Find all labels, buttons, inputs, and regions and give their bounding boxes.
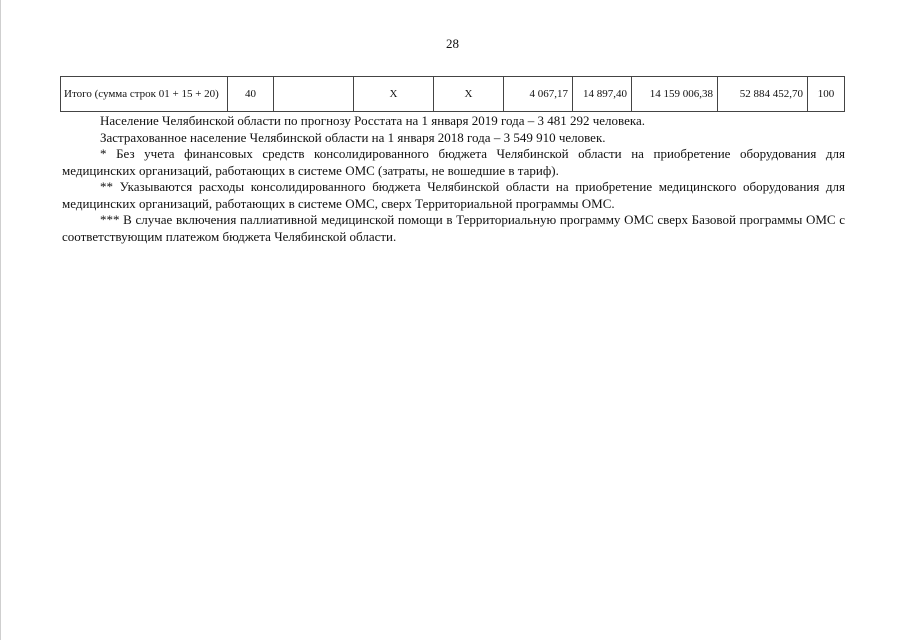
percent-cell: 100 bbox=[808, 77, 845, 112]
x-cell-2: Х bbox=[434, 77, 504, 112]
footnote-single-star: * Без учета финансовых средств консолидированного бюджета Челябинской области на приобретение оборудования для медицинских организаций, работающих в системе ОМС (затраты, не вошедшие в тариф). bbox=[62, 146, 845, 178]
population-forecast-note: Население Челябинской области по прогнозу Росстата на 1 января 2019 года – 3 481 292 человека. bbox=[100, 113, 645, 128]
empty-cell bbox=[274, 77, 354, 112]
insured-population-note: Застрахованное население Челябинской области на 1 января 2018 года – 3 549 910 человек. bbox=[100, 129, 606, 145]
value-cell-2: 14 897,40 bbox=[573, 77, 632, 112]
x-cell-1: Х bbox=[354, 77, 434, 112]
table-row bbox=[61, 77, 845, 112]
footnotes bbox=[62, 113, 845, 245]
value-cell-3: 14 159 006,38 bbox=[632, 77, 718, 112]
page-number: 28 bbox=[446, 36, 459, 51]
total-label-cell: Итого (сумма строк 01 + 15 + 20) bbox=[61, 77, 228, 112]
value-cell-4: 52 884 452,70 bbox=[718, 77, 808, 112]
totals-table bbox=[60, 76, 845, 112]
footnote-double-star: ** Указываются расходы консолидированного бюджета Челябинской области на приобретение медицинского оборудования для медицинских организаций, работающих в системе ОМС, сверх Территориальной программы ОМС. bbox=[62, 179, 845, 211]
footnote-triple-star: *** В случае включения паллиативной медицинской помощи в Территориальную программу ОМС сверх Базовой программы ОМС с соответствующим платежом бюджета Челябинской области. bbox=[62, 212, 845, 244]
row-code-cell: 40 bbox=[228, 77, 274, 112]
value-cell-1: 4 067,17 bbox=[504, 77, 573, 112]
scan-edge-line bbox=[0, 0, 1, 640]
